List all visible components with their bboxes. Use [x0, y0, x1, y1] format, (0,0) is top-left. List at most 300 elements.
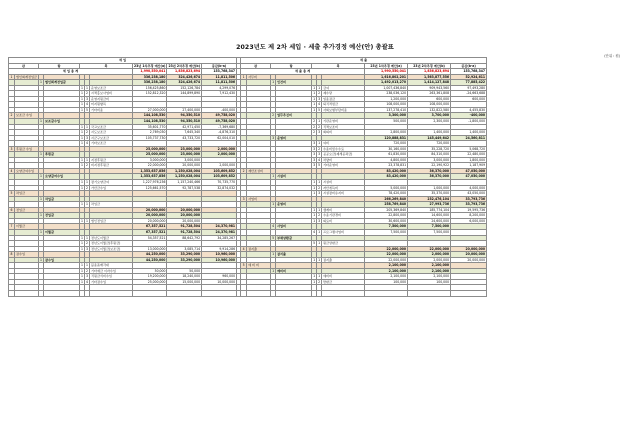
revenue-cell-c6: 3: [86, 96, 88, 101]
revenue-cell-c6: 2: [86, 185, 88, 190]
expenditure-cell-second: 145,449,642: [408, 135, 451, 141]
col-diff: 증감(b-a): [451, 63, 487, 69]
budget-table: [8, 57, 487, 297]
revenue-total-diff: 153,768,347: [202, 69, 237, 75]
expenditure-cell-second: 232,476,104: [408, 196, 451, 202]
revenue-cell-c7: 불용품매각대: [90, 263, 133, 269]
expenditure-cell-diff: 20,000,000: [451, 252, 487, 258]
revenue-cell-diff: 10,000,000: [202, 279, 237, 285]
revenue-cell-c2: 전입금: [15, 207, 39, 213]
expenditure-total-label: 세 출 총 계: [241, 69, 365, 75]
expenditure-cell-diff: 1,800,000: [451, 157, 487, 163]
expenditure-cell-c4: 운영비: [276, 202, 312, 208]
revenue-cell-diff: 11,811,506: [202, 80, 237, 86]
revenue-cell-c2: 법인회계전입금: [16, 74, 37, 79]
expenditure-cell-second: 1,563,877,556: [408, 74, 451, 80]
revenue-cell-c3: 1: [40, 119, 42, 124]
expenditure-cell-second: 2,100,000: [408, 268, 451, 274]
expenditure-cell-diff: 6,000,000: [451, 218, 487, 224]
revenue-cell-c5: 1: [81, 263, 83, 268]
expenditure-cell-second: 22,190,922: [408, 163, 451, 169]
revenue-cell-c5: 1: [81, 279, 83, 284]
revenue-cell-diff: 2,000,000: [202, 146, 237, 152]
expenditure-cell-c6: 1: [318, 229, 321, 234]
expenditure-cell-first: [365, 290, 408, 296]
expenditure-cell-c5: 1: [313, 191, 316, 196]
revenue-section-title: 세 입: [9, 58, 237, 64]
revenue-cell-c7: 시책홍보사업비: [90, 91, 133, 97]
revenue-cell-c6: 1: [86, 235, 88, 240]
revenue-cell-first: 25,000,000: [133, 146, 167, 152]
revenue-cell-c4: [44, 290, 80, 296]
expenditure-cell-first: 2,100,000: [365, 263, 408, 269]
expenditure-cell-second: 2,100,000: [408, 263, 451, 269]
revenue-cell-first: 35,601,770: [133, 124, 167, 130]
revenue-cell-second: 3,085,714: [167, 246, 202, 252]
expenditure-cell-second: 185,774,104: [408, 207, 451, 213]
revenue-cell-c3: 1: [40, 196, 42, 201]
expenditure-cell-c4: [276, 290, 312, 296]
expenditure-cell-first: 1,492,013,270: [365, 80, 408, 86]
expenditure-cell-c4: 업무추진비: [276, 113, 312, 119]
revenue-cell-diff: 32,874,032: [202, 185, 237, 191]
expenditure-cell-second: 1,000,000: [408, 185, 451, 191]
expenditure-cell-first: 100,000: [365, 279, 408, 285]
revenue-cell-c5: 1: [81, 85, 83, 90]
revenue-cell-first: 44,250,000: [133, 252, 167, 258]
expenditure-cell-first: 22,800,000: [365, 213, 408, 219]
expenditure-cell-second: 27,993,736: [408, 202, 451, 208]
expenditure-cell-diff: 47,050,000: [451, 174, 487, 180]
expenditure-cell-c7: 사회보험부담비용: [322, 107, 365, 113]
revenue-cell-c2: 요양급여수입: [15, 168, 39, 174]
revenue-cell-c7: 전년도이월금(후원금): [90, 241, 133, 247]
expenditure-cell-c7: 일용잡급: [322, 96, 365, 102]
revenue-cell-first: 156,425,860: [133, 85, 167, 91]
expenditure-cell-c5: 1: [313, 207, 316, 212]
revenue-cell-c5: 1: [81, 102, 83, 107]
revenue-cell-second: 18,240,000: [167, 274, 202, 280]
expenditure-cell-diff: 8,200,000: [451, 213, 487, 219]
revenue-cell-c7: 기타비용: [90, 107, 133, 113]
expenditure-cell-c5: 1: [313, 213, 316, 218]
expenditure-cell-c1: 5: [241, 263, 247, 269]
expenditure-cell-first: 3,300,000: [365, 113, 408, 119]
revenue-cell-c7: 차입금: [90, 202, 133, 208]
revenue-cell-diff: 24,370,981: [202, 229, 237, 235]
revenue-cell-c7: 비지정후원금: [90, 163, 133, 169]
expenditure-cell-c6: 5: [318, 107, 321, 112]
revenue-cell-diff: -7,369,680: [202, 124, 237, 130]
expenditure-cell-c6: 2: [318, 279, 321, 284]
expenditure-cell-c7: 수용비및수수료: [322, 146, 365, 152]
revenue-cell-c6: 4: [86, 141, 88, 146]
revenue-cell-second: 15,000,000: [167, 279, 202, 285]
expenditure-cell-diff: 20,000,000: [451, 257, 487, 263]
revenue-cell-first: 336,238,180: [133, 74, 167, 80]
table-row: [9, 290, 487, 296]
expenditure-cell-diff: -1,800,000: [451, 119, 487, 125]
expenditure-cell-diff: 22,480,000: [451, 152, 487, 158]
revenue-cell-diff: 49,758,020: [202, 119, 237, 125]
expenditure-cell-c6: 1: [318, 119, 321, 124]
revenue-cell-second: 92,787,538: [167, 185, 202, 191]
expenditure-cell-second: 1,400,000: [408, 130, 451, 136]
expenditure-cell-c7: 시설비: [322, 180, 365, 186]
revenue-cell-c6: 1: [86, 85, 88, 90]
revenue-cell-diff: 103,609,852: [202, 168, 237, 174]
revenue-cell-second: 23,000,000: [167, 152, 202, 158]
expenditure-cell-first: 238,036,120: [365, 91, 408, 97]
revenue-cell-diff: 49,758,020: [202, 113, 237, 119]
col-diff: 증감(b-a): [202, 63, 237, 69]
expenditure-cell-c6: 1: [318, 274, 321, 279]
col-hang: 항: [39, 63, 80, 69]
revenue-cell-c3: 1: [40, 213, 42, 218]
revenue-cell-c6: 3: [86, 274, 88, 279]
revenue-cell-second: 7,645,340: [167, 130, 202, 136]
expenditure-cell-c5: 2: [313, 124, 316, 129]
expenditure-cell-c5: 1: [313, 96, 316, 101]
revenue-cell-second: 94,350,510: [167, 119, 202, 125]
revenue-cell-second: 144,899,890: [167, 91, 202, 97]
expenditure-cell-diff: 97,493,280: [451, 85, 487, 91]
expenditure-cell-second: 35,228,720: [408, 146, 451, 152]
col-hang: 항: [271, 63, 312, 69]
expenditure-cell-c7: 공공요금(제세공과금): [322, 152, 365, 158]
revenue-cell-c7: 전년도이월금(보조금): [90, 246, 133, 252]
expenditure-cell-diff: 24,560,811: [451, 135, 487, 141]
expenditure-cell-c5: 1: [313, 279, 316, 284]
expenditure-cell-second: 600,000: [408, 96, 451, 102]
expenditure-cell-c5: 3: [313, 157, 316, 162]
expenditure-cell-c6: 3: [318, 152, 321, 157]
expenditure-cell-second: 108,000,000: [408, 102, 451, 108]
revenue-cell-diff: 4,299,076: [202, 85, 237, 91]
expenditure-cell-second: 7,500,000: [408, 229, 451, 235]
revenue-cell-first: [133, 290, 167, 296]
revenue-cell-c5: 1: [81, 124, 83, 129]
revenue-cell-c6: 1: [86, 180, 88, 185]
revenue-cell-c5: 1: [81, 157, 83, 162]
revenue-cell-diff: 2,000,000: [202, 152, 237, 158]
expenditure-cell-diff: 52,924,611: [451, 74, 487, 80]
expenditure-cell-c6: 2: [318, 91, 321, 96]
revenue-cell-c7: 국고보조금: [90, 124, 133, 130]
revenue-cell-c3: 1: [40, 80, 42, 85]
revenue-cell-c6: 2: [86, 91, 88, 96]
revenue-cell-diff: 103,609,852: [202, 174, 237, 180]
expenditure-cell-c4: 인건비: [276, 80, 312, 86]
revenue-cell-diff: 9,914,286: [202, 246, 237, 252]
expenditure-total-diff: 153,768,347: [451, 69, 487, 75]
col-mok: 목: [312, 63, 365, 69]
expenditure-cell-first: 2,100,000: [365, 274, 408, 280]
revenue-cell-first: 336,238,180: [133, 80, 167, 86]
revenue-cell-c2: 차입금: [15, 191, 39, 197]
expenditure-cell-first: 5,000,000: [365, 185, 408, 191]
revenue-cell-c7: 시도보조금: [90, 130, 133, 136]
revenue-cell-c6: 3: [86, 135, 88, 140]
expenditure-total-first: 1,990,550,041: [365, 69, 408, 75]
expenditure-cell-c5: 2: [313, 130, 316, 135]
revenue-cell-second: 23,000,000: [167, 146, 202, 152]
expenditure-cell-c3: 3: [272, 135, 275, 140]
expenditure-cell-c3: 1: [272, 80, 275, 85]
revenue-cell-c7: 시군구보조금: [90, 135, 133, 141]
expenditure-cell-first: 30,600,000: [365, 218, 408, 224]
expenditure-cell-c7: 기관운영비: [322, 119, 365, 125]
expenditure-cell-first: 108,000,000: [365, 102, 408, 108]
revenue-cell-second: 20,000,000: [167, 163, 202, 169]
expenditure-cell-second: 84,310,000: [408, 152, 451, 158]
expenditure-cell-c3: 1: [272, 252, 275, 257]
expenditure-total-second: 1,836,823,694: [408, 69, 451, 75]
expenditure-cell-c2: 예 비 비: [247, 263, 271, 269]
expenditure-cell-c5: 1: [313, 257, 316, 262]
col-budget-second: 23년 2차추경 예산(b): [408, 63, 451, 69]
expenditure-cell-first: 78,420,000: [365, 191, 408, 197]
revenue-cell-c1: 8: [9, 252, 15, 258]
revenue-total-label: 세 입 총 계: [9, 69, 133, 75]
revenue-cell-c6: 2: [86, 268, 88, 273]
expenditure-cell-second: 36,370,000: [408, 174, 451, 180]
revenue-cell-diff: 7,912,430: [202, 91, 237, 97]
revenue-cell-first: 105,737,730: [133, 135, 167, 141]
revenue-total-second: 1,836,823,694: [167, 69, 202, 75]
revenue-cell-first: 67,357,521: [133, 224, 167, 230]
revenue-cell-c2: 후원금 수입: [15, 146, 39, 152]
revenue-cell-second: 20,000,000: [167, 207, 202, 213]
expenditure-cell-c5: 1: [313, 180, 316, 185]
expenditure-cell-second: 132,822,580: [408, 107, 451, 113]
expenditure-cell-c6: 1: [318, 207, 321, 212]
col-budget-first: 23년 1차추경 예산(a): [365, 63, 408, 69]
expenditure-cell-second: 2,000,000: [408, 257, 451, 263]
revenue-cell-c5: 1: [81, 185, 83, 190]
revenue-cell-diff: 2,000,000: [202, 163, 237, 169]
expenditure-cell-diff: 600,000: [451, 96, 487, 102]
expenditure-cell-first: 22,000,000: [365, 246, 408, 252]
expenditure-cell-first: 83,420,000: [365, 168, 408, 174]
revenue-cell-c7: 법인전입금: [90, 218, 133, 224]
revenue-cell-c7: 기타보조금: [90, 141, 133, 147]
expenditure-cell-diff: -400,000: [451, 113, 487, 119]
revenue-cell-diff: 70,735,770: [202, 180, 237, 186]
expenditure-cell-c6: 4: [318, 102, 321, 107]
expenditure-cell-c5: 1: [313, 91, 316, 96]
revenue-cell-c1: 1: [9, 74, 15, 80]
expenditure-cell-first: 205,369,840: [365, 207, 408, 213]
expenditure-cell-c4: 부채상환금: [276, 235, 312, 241]
revenue-cell-second: 94,350,510: [167, 113, 202, 119]
revenue-cell-second: 3,000,000: [167, 157, 202, 163]
revenue-cell-c4: 이월금: [44, 229, 80, 235]
revenue-cell-c3: 1: [40, 229, 42, 234]
revenue-cell-c6: 1: [86, 218, 88, 223]
col-gwan: 관: [241, 63, 271, 69]
revenue-cell-first: 144,108,530: [133, 113, 167, 119]
expenditure-cell-first: 61,830,000: [365, 152, 408, 158]
expenditure-cell-c6: 4: [318, 157, 321, 162]
revenue-cell-c5: 1: [81, 268, 83, 273]
revenue-cell-c6: 1: [86, 202, 88, 207]
revenue-cell-first: 144,108,530: [133, 119, 167, 125]
expenditure-cell-c6: 2: [318, 185, 321, 190]
expenditure-cell-first: 258,769,840: [365, 202, 408, 208]
revenue-cell-c3: 1: [40, 174, 42, 179]
expenditure-cell-c1: 2: [241, 168, 247, 174]
revenue-cell-c7: 운영지원금비: [90, 96, 133, 102]
expenditure-cell-c1: 1: [241, 74, 247, 80]
expenditure-cell-c7: 회의비: [322, 130, 365, 136]
expenditure-cell-second: 909,943,560: [408, 85, 451, 91]
expenditure-cell-c7: 생계비: [322, 207, 365, 213]
revenue-cell-c1: 4: [9, 168, 15, 174]
expenditure-cell-first: 4,800,000: [365, 157, 408, 163]
expenditure-cell-c5: 3: [313, 152, 316, 157]
expenditure-cell-c6: 3: [318, 218, 321, 223]
revenue-cell-c7: 직원급식비수입: [90, 274, 133, 280]
revenue-cell-c7: 미지원항목: [90, 102, 133, 108]
revenue-cell-c6: 4: [86, 102, 88, 107]
expenditure-cell-second: [408, 290, 451, 296]
revenue-cell-c2: 보조금 수입: [15, 113, 39, 119]
revenue-cell-c3: 1: [40, 152, 42, 157]
revenue-cell-c6: 1: [86, 124, 88, 129]
expenditure-cell-c7: 자산취득비: [322, 185, 365, 191]
expenditure-cell-c2: 사무비: [247, 74, 271, 80]
revenue-cell-second: 88,642,792: [167, 235, 202, 241]
expenditure-cell-c6: 2: [318, 124, 321, 129]
expenditure-cell-diff: 4,000,000: [451, 185, 487, 191]
expenditure-cell-c5: 1: [313, 85, 316, 90]
expenditure-cell-second: 2,000,000: [408, 252, 451, 258]
expenditure-cell-second: 2,100,000: [408, 274, 451, 280]
revenue-cell-c2: 이월금: [15, 224, 39, 230]
revenue-cell-c2: 잡수입: [15, 252, 39, 258]
expenditure-cell-second: 720,000: [408, 141, 451, 147]
expenditure-cell-c5: 3: [313, 146, 316, 151]
revenue-cell-first: 44,250,000: [133, 257, 167, 263]
revenue-cell-c5: 1: [81, 180, 83, 185]
revenue-cell-c6: 2: [86, 241, 88, 246]
revenue-cell-c4: 잡수입: [44, 257, 80, 263]
expenditure-cell-c3: 5: [272, 235, 275, 240]
revenue-cell-first: 1,353,637,856: [133, 168, 167, 174]
expenditure-cell-second: 2,300,000: [408, 119, 451, 125]
revenue-cell-c6: 4: [86, 279, 88, 284]
revenue-cell-first: 1,227,976,236: [133, 180, 167, 186]
revenue-cell-c5: 1: [81, 218, 83, 223]
revenue-cell-first: 1,353,637,856: [133, 174, 167, 180]
revenue-cell-c5: 1: [81, 96, 83, 101]
revenue-cell-first: 20,000,000: [133, 213, 167, 219]
revenue-cell-first: 54,357,521: [133, 235, 167, 241]
expenditure-cell-c6: 1: [318, 85, 321, 90]
expenditure-cell-first: 30,160,000: [365, 146, 408, 152]
revenue-cell-c4: 차입금: [44, 196, 80, 202]
revenue-cell-first: 25,000,000: [133, 152, 167, 158]
expenditure-cell-first: 266,269,840: [365, 196, 408, 202]
revenue-cell-c6: 1: [86, 263, 88, 268]
revenue-cell-first: 13,000,000: [133, 246, 167, 252]
revenue-cell-c5: 1: [81, 141, 83, 146]
revenue-cell-second: 33,290,000: [167, 257, 202, 263]
revenue-cell-second: 324,426,674: [167, 80, 202, 86]
revenue-cell-first: 22,000,000: [133, 163, 167, 169]
expenditure-cell-c4: 잡지출: [276, 252, 312, 258]
revenue-cell-first: 67,357,521: [133, 229, 167, 235]
expenditure-cell-second: 3,000,000: [408, 157, 451, 163]
expenditure-cell-second: 36,370,000: [408, 168, 451, 174]
expenditure-cell-c5: 3: [313, 163, 316, 168]
revenue-cell-c6: 2: [86, 163, 88, 168]
expenditure-cell-c7: 의료비: [322, 218, 365, 224]
revenue-cell-c5: 1: [81, 202, 83, 207]
revenue-cell-second: 152,126,784: [167, 85, 202, 91]
expenditure-section-title: 세 출: [241, 58, 487, 64]
col-budget-first: 23년 1차추경 예산(a): [134, 63, 166, 68]
expenditure-cell-first: 22,000,000: [365, 257, 408, 263]
revenue-cell-diff: 10,960,000: [202, 257, 237, 263]
expenditure-cell-c3: 1: [272, 202, 275, 207]
expenditure-cell-c1: 4: [241, 246, 247, 252]
expenditure-cell-second: 22,000,000: [408, 246, 451, 252]
expenditure-cell-first: 23,378,831: [365, 163, 408, 169]
revenue-cell-c7: [90, 290, 133, 296]
expenditure-cell-c7: 수용기관경비: [322, 213, 365, 219]
expenditure-cell-diff: 33,793,736: [451, 196, 487, 202]
expenditure-cell-c5: 4: [313, 229, 316, 234]
expenditure-cell-first: 2,800,000: [365, 130, 408, 136]
revenue-cell-diff: 24,370,981: [202, 224, 237, 230]
revenue-cell-diff: -400,000: [202, 107, 237, 113]
expenditure-cell-c5: 1: [313, 102, 316, 107]
revenue-cell-diff: 34,285,267: [202, 235, 237, 241]
expenditure-cell-c6: 3: [318, 96, 321, 101]
revenue-cell-c1: 2: [9, 113, 15, 119]
revenue-cell-diff: 62,004,010: [202, 135, 237, 141]
expenditure-cell-c7: 차량비: [322, 157, 365, 163]
expenditure-cell-diff: -24,663,688: [451, 91, 487, 97]
revenue-cell-c7: 기타잡수입: [90, 279, 133, 285]
revenue-cell-second: 50,000: [167, 268, 202, 274]
revenue-cell-c5: 1: [81, 163, 83, 168]
revenue-cell-second: 1,157,240,466: [167, 180, 202, 186]
expenditure-cell-c5: 3: [313, 141, 316, 146]
expenditure-cell-c3: 2: [272, 113, 275, 118]
revenue-cell-first: 50,000: [133, 268, 167, 274]
expenditure-cell-diff: 1,400,000: [451, 130, 487, 136]
expenditure-cell-first: 22,000,000: [365, 252, 408, 258]
revenue-cell-c7: 전년도이월금: [90, 235, 133, 241]
revenue-cell-c6: 1: [86, 157, 88, 162]
revenue-cell-c1: 7: [9, 224, 15, 230]
expenditure-cell-diff: 43,050,000: [451, 191, 487, 197]
expenditure-cell-c4: 시설비: [276, 174, 312, 180]
expenditure-cell-c5: 1: [313, 218, 316, 223]
expenditure-cell-second: 100,000: [408, 279, 451, 285]
expenditure-cell-first: 7,500,000: [365, 224, 408, 230]
revenue-cell-c5: 1: [81, 107, 83, 112]
revenue-cell-second: 91,728,504: [167, 229, 202, 235]
expenditure-cell-c5: 2: [313, 119, 316, 124]
col-gwan: 관: [9, 63, 39, 69]
revenue-cell-second: 20,000,000: [167, 218, 202, 224]
revenue-cell-c3: 1: [40, 257, 42, 262]
expenditure-cell-c7: 퇴직적립금: [322, 102, 365, 108]
